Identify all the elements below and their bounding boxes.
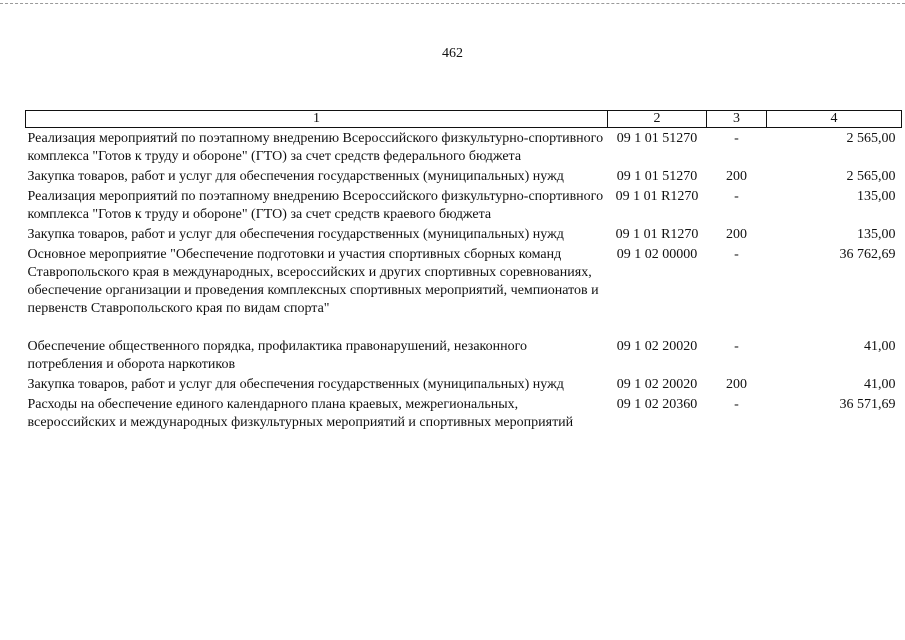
header-row: [26, 111, 902, 128]
row-code: 09 1 02 00000: [616, 247, 698, 262]
row-amount: 36 762,69: [839, 247, 896, 262]
row-amount: 135,00: [857, 227, 896, 242]
row-code: 09 1 01 51270: [616, 169, 698, 184]
header-col-3: 3: [707, 111, 767, 128]
row-name: Закупка товаров, работ и услуг для обеспечения государственных (муниципальных) нужд: [27, 169, 564, 184]
row-name: Закупка товаров, работ и услуг для обеспечения государственных (муниципальных) нужд: [27, 227, 564, 242]
row-expense-type: 200: [726, 377, 747, 392]
row-expense-type: -: [734, 247, 739, 262]
row-code: 09 1 02 20360: [616, 397, 698, 412]
row-name: Закупка товаров, работ и услуг для обеспечения государственных (муниципальных) нужд: [27, 377, 564, 392]
page-number: 462: [442, 46, 463, 61]
row-code: 09 1 01 R1270: [615, 227, 699, 242]
row-expense-type: -: [734, 131, 739, 146]
row-name: Реализация мероприятий по поэтапному внедрению Всероссийского физкультурно-спортивного комплекса "Готов к труду и обороне" (ГТО) за счет средств краевого бюджета: [27, 189, 604, 222]
row-amount: 41,00: [864, 339, 896, 354]
row-expense-type: 200: [726, 169, 747, 184]
row-name: Обеспечение общественного порядка, профилактика правонарушений, незаконного потребления и оборота наркотиков: [27, 339, 528, 372]
row-expense-type: 200: [726, 227, 747, 242]
table-row: [26, 188, 902, 226]
table-row: [26, 338, 902, 376]
row-expense-type: -: [734, 339, 739, 354]
table-row: [26, 396, 902, 434]
row-name: Реализация мероприятий по поэтапному внедрению Всероссийского физкультурно-спортивного комплекса "Готов к труду и обороне" (ГТО) за счет средств федерального бюджета: [27, 131, 604, 164]
budget-table: [25, 110, 902, 434]
row-name: Основное мероприятие "Обеспечение подготовки и участия спортивных сборных команд Ставропольского края в международных, всероссийских и других спортивных соревнованиях, обеспечение организации и проведения комплексных спортивных мероприятий, чемпионатов и первенств Ставропольского края по видам спорта": [27, 247, 599, 316]
row-code: 09 1 02 20020: [616, 377, 698, 392]
table-row: [26, 226, 902, 246]
row-name: Расходы на обеспечение единого календарного плана краевых, межрегиональных, всероссийских и международных физкультурных мероприятий и спортивных мероприятий: [27, 397, 574, 430]
row-amount: 41,00: [864, 377, 896, 392]
row-amount: 135,00: [857, 189, 896, 204]
table-row: [26, 376, 902, 396]
header-col-1: 1: [26, 111, 608, 128]
row-code: 09 1 02 20020: [616, 339, 698, 354]
header-col-4: 4: [767, 111, 902, 128]
row-amount: 2 565,00: [846, 169, 896, 184]
table-row: [26, 246, 902, 338]
table-row: [26, 128, 902, 169]
header-col-2: 2: [608, 111, 707, 128]
row-code: 09 1 01 R1270: [615, 189, 699, 204]
row-expense-type: -: [734, 189, 739, 204]
row-expense-type: -: [734, 397, 739, 412]
row-amount: 2 565,00: [846, 131, 896, 146]
row-amount: 36 571,69: [839, 397, 896, 412]
row-code: 09 1 01 51270: [616, 131, 698, 146]
scan-edge-line: [0, 3, 905, 4]
table-row: [26, 168, 902, 188]
